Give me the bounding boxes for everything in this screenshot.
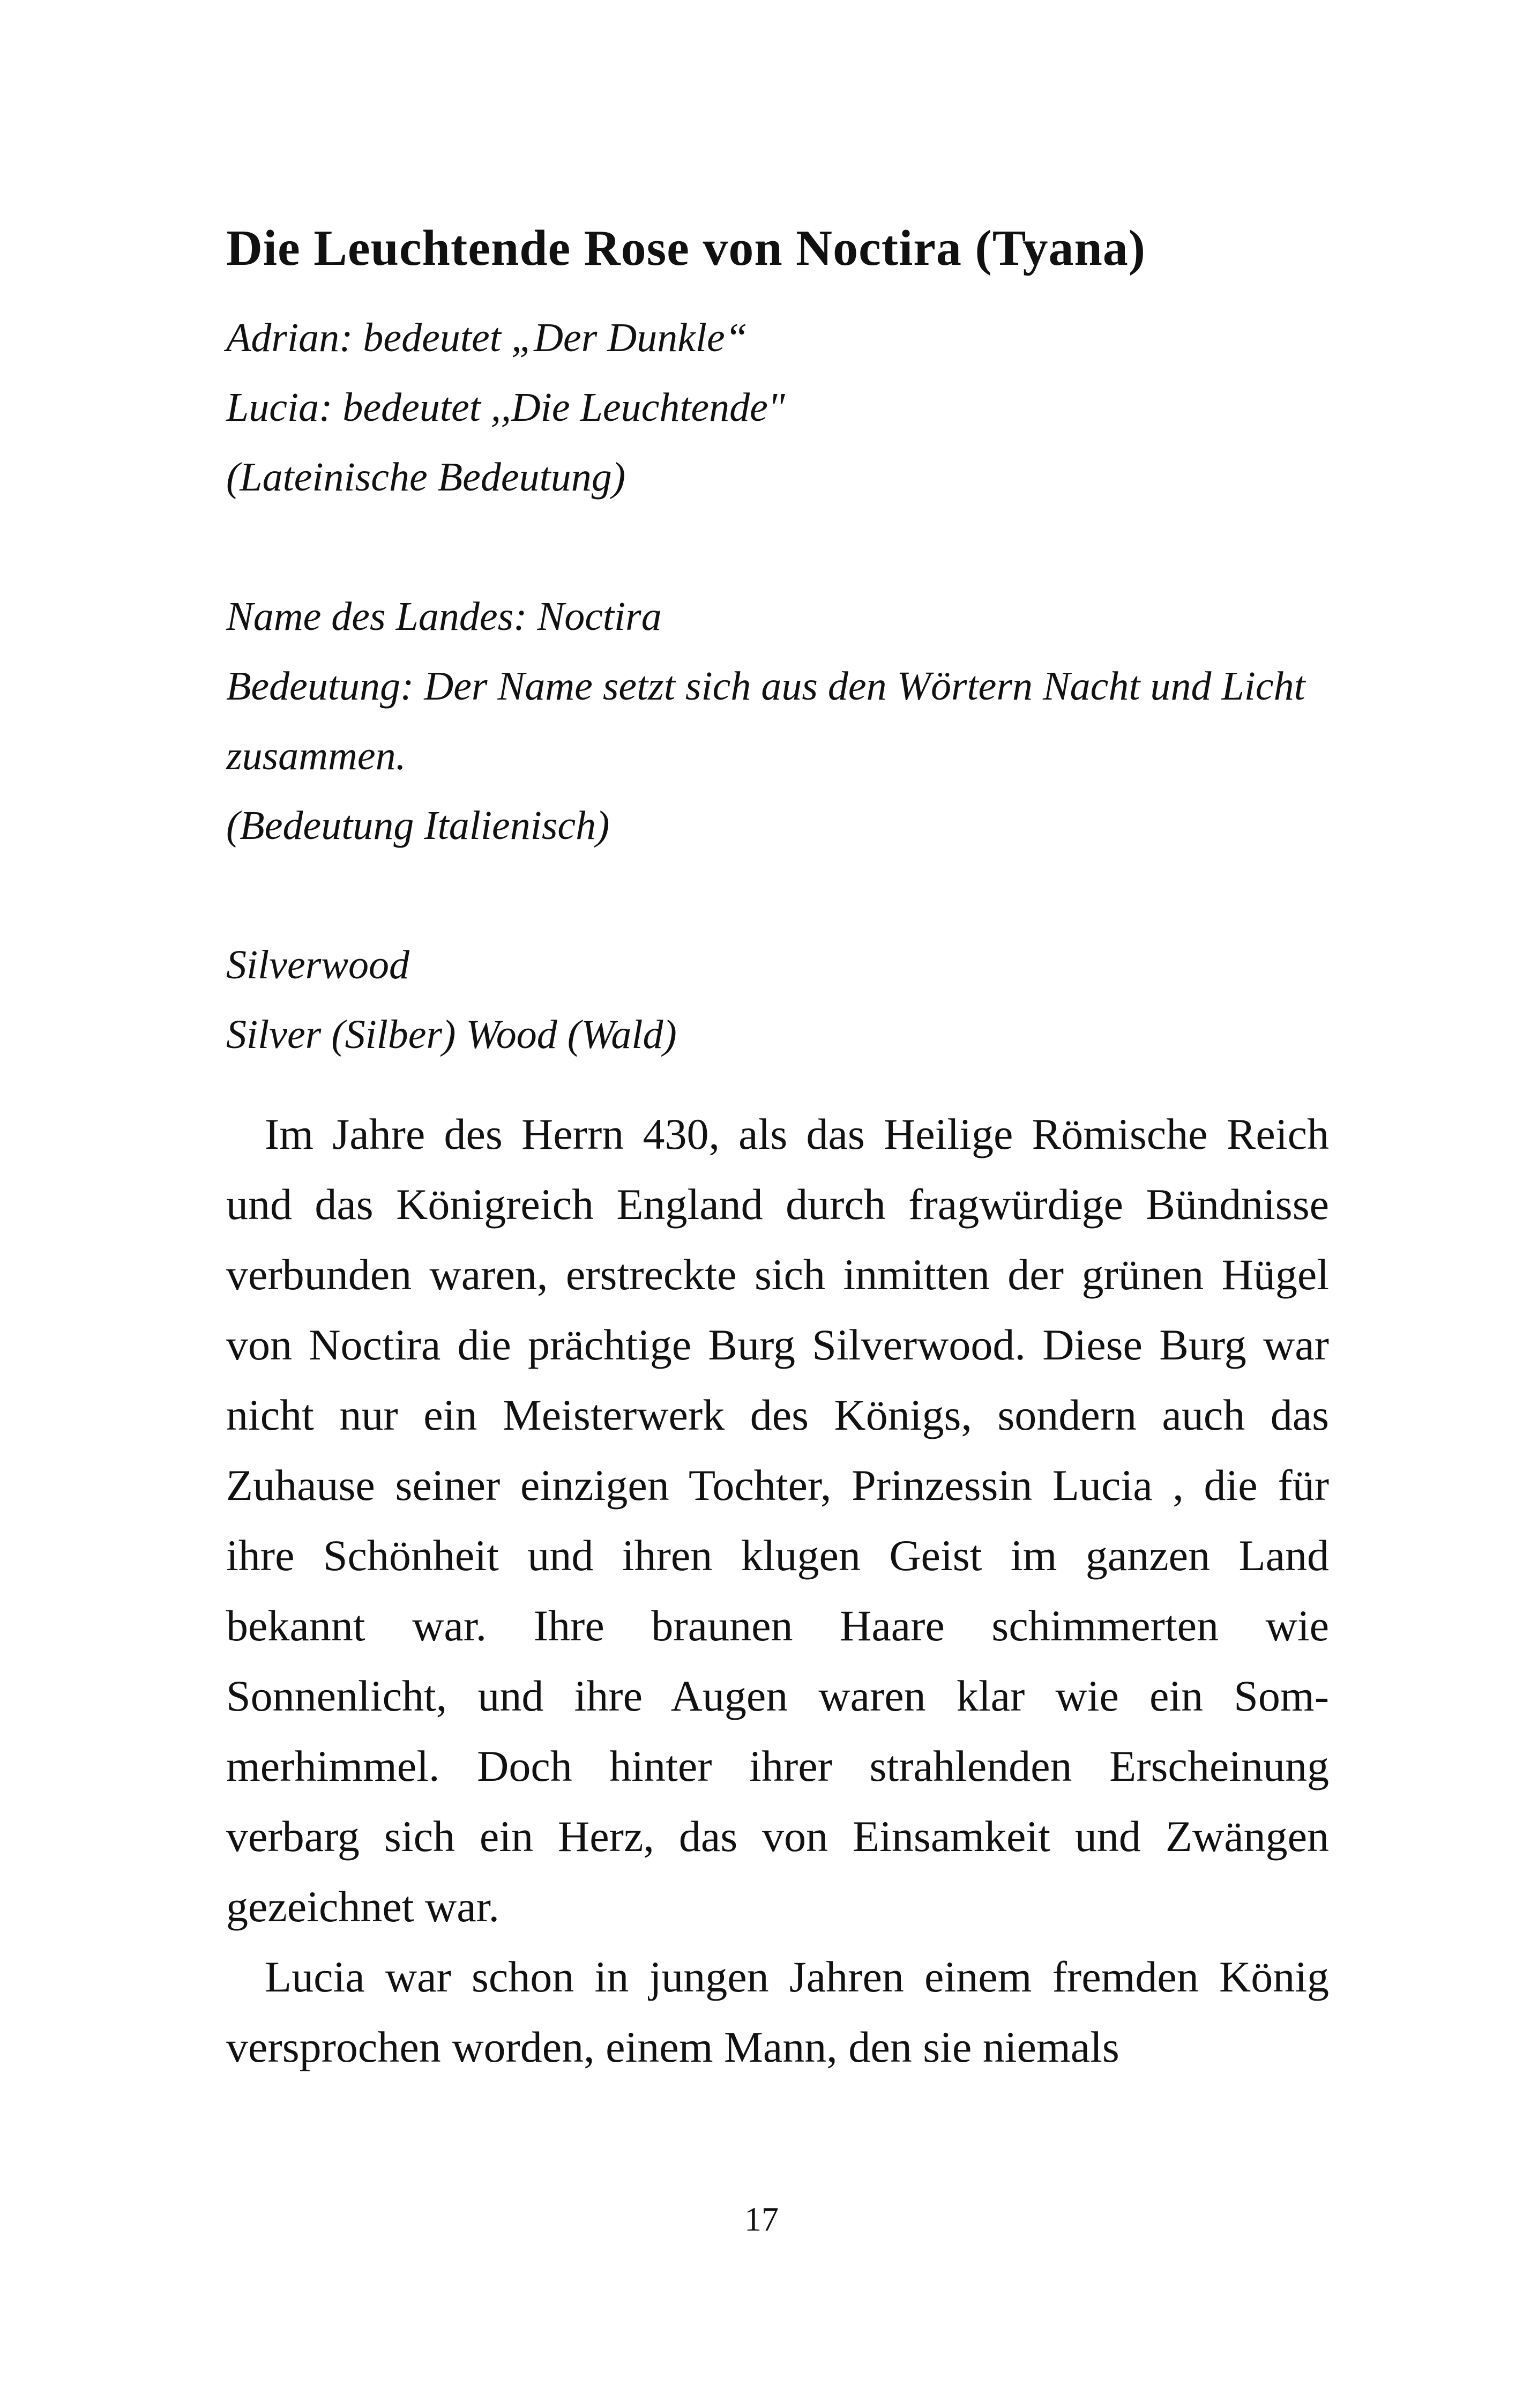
name-note-lucia: Lucia: bedeutet ,,Die Leuchtende" (226, 385, 785, 430)
name-note-adrian: Adrian: bedeutet „Der Dunkle“ (226, 315, 748, 360)
land-meaning-note-line2: zusammen. (226, 733, 406, 778)
page-number: 17 (744, 2200, 779, 2238)
place-meaning-note: Silver (Silber) Wood (Wald) (226, 1012, 677, 1057)
land-origin-note: (Bedeutung Italienisch) (226, 803, 610, 848)
land-name-note: Name des Landes: Noctira (226, 594, 662, 639)
chapter-heading: Die Leuchtende Rose von Noctira (Tyana) (226, 220, 1146, 276)
story-text (226, 1099, 1329, 2082)
story-paragraph-1: Im Jahre des Herrn 430, als das Heilige Römische Reich und das Königreich England durch fragwürdige Bündnisse verbunden waren, erstreckte sich inmitten der grünen Hügel von Noctira die prächtige Burg Silverwood. Diese Burg war nicht nur ein Meisterwerk des Königs, sondern auch das Zuhause seiner einzigen Tochter, Prinzessin Lucia , die für ihre Schönheit und ihren klugen Geist im ganzen Land bekannt war. Ihre braunen Haare schimmerten wie Sonnenlicht, und ihre Augen waren klar wie ein Sommerhimmel. Doch hinter ihrer strahlenden Erscheinung verbarg sich ein Herz, das von Einsamkeit und Zwängen gezeichnet war. (226, 1110, 1329, 1931)
place-name-note: Silverwood (226, 942, 409, 987)
land-meaning-note-line1: Bedeutung: Der Name setzt sich aus den Wörtern Nacht und Licht (226, 664, 1305, 709)
story-paragraph-2: Lucia war schon in jungen Jahren einem fremden König versprochen worden, einem Mann, den sie niemals (226, 1952, 1329, 2071)
name-note-origin: (Lateinische Bedeutung) (226, 455, 626, 500)
